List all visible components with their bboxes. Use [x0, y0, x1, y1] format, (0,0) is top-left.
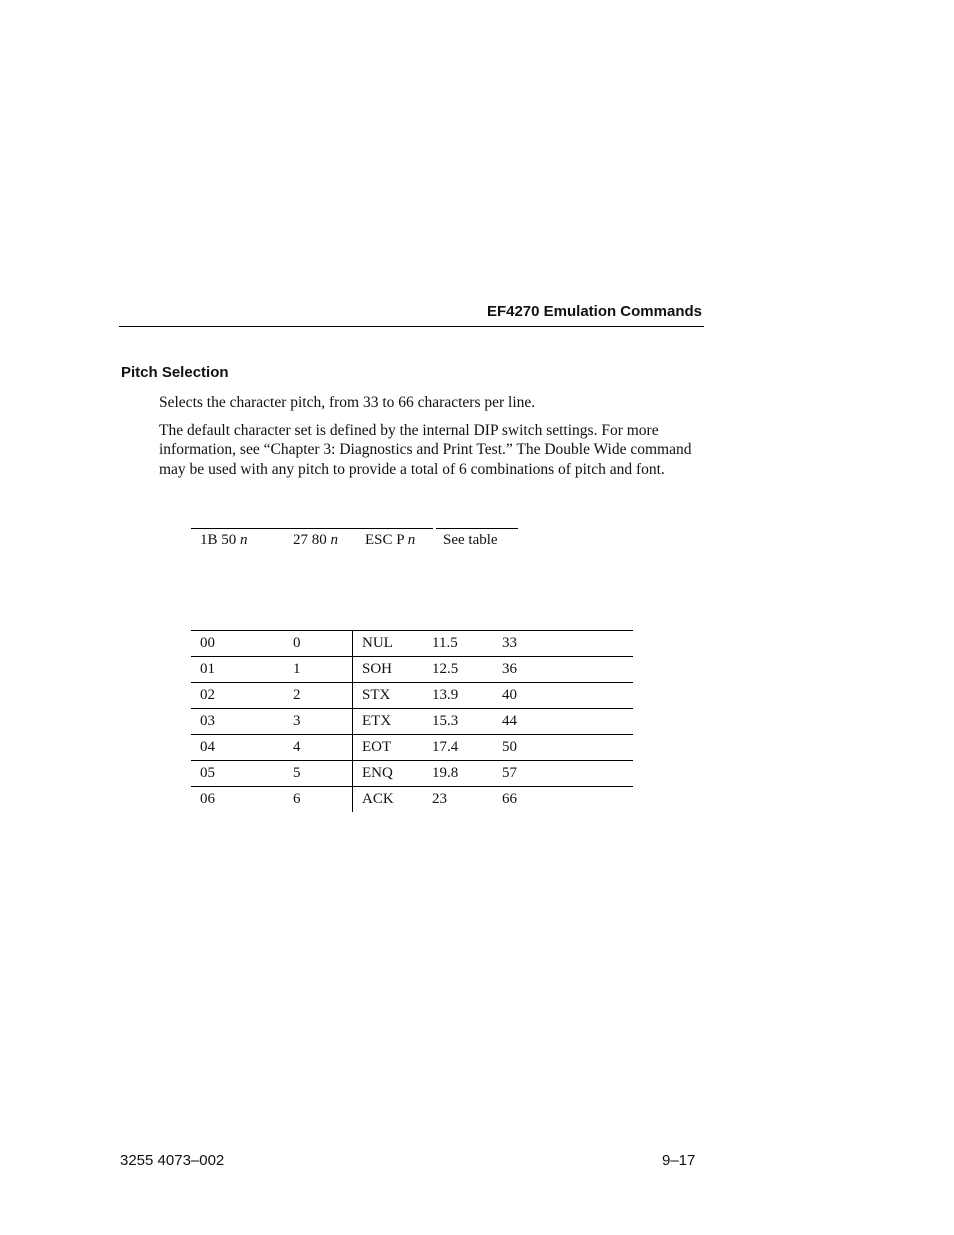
- cell-ascii: EOT: [353, 735, 424, 761]
- cell-cpi: 19.8: [423, 761, 493, 787]
- table-row: [191, 631, 633, 657]
- cell-hex: 02: [191, 683, 284, 709]
- command-hex-param: n: [240, 532, 248, 548]
- cell-hex: 04: [191, 735, 284, 761]
- table-row: [191, 761, 633, 787]
- footer-page-number: 9–17: [662, 1152, 696, 1169]
- cell-cpi: 17.4: [423, 735, 493, 761]
- cell-ascii: ETX: [353, 709, 424, 735]
- table-row: [191, 709, 633, 735]
- command-hex: [200, 532, 248, 549]
- table-row: [191, 787, 633, 813]
- cell-cpi: 11.5: [423, 631, 493, 657]
- cell-dec: 2: [284, 683, 353, 709]
- section-title: Pitch Selection: [121, 364, 229, 381]
- cell-dec: 3: [284, 709, 353, 735]
- table-row: [191, 683, 633, 709]
- cell-cpl: 36: [493, 657, 633, 683]
- command-ascii-param: n: [407, 532, 416, 548]
- cell-ascii: SOH: [353, 657, 424, 683]
- cell-cpl: 66: [493, 787, 633, 813]
- cell-dec: 5: [284, 761, 353, 787]
- command-decimal-code: 27 80: [293, 532, 327, 548]
- cell-ascii: ENQ: [353, 761, 424, 787]
- cell-cpl: 44: [493, 709, 633, 735]
- table-row: [191, 657, 633, 683]
- cell-cpl: 40: [493, 683, 633, 709]
- cell-hex: 03: [191, 709, 284, 735]
- header-rule: [119, 326, 704, 327]
- command-rule-right: [436, 528, 518, 529]
- cell-ascii: STX: [353, 683, 424, 709]
- cell-hex: 06: [191, 787, 284, 813]
- command-rule-left: [191, 528, 433, 529]
- cell-ascii: NUL: [353, 631, 424, 657]
- cell-hex: 05: [191, 761, 284, 787]
- command-hex-code: 1B 50: [200, 532, 237, 548]
- command-ascii-code: ESC P: [365, 532, 405, 548]
- command-range: See table: [443, 532, 498, 548]
- command-decimal-param: n: [330, 532, 338, 548]
- cell-cpi: 12.5: [423, 657, 493, 683]
- cell-cpi: 15.3: [423, 709, 493, 735]
- running-header: EF4270 Emulation Commands: [486, 303, 702, 320]
- cell-cpl: 50: [493, 735, 633, 761]
- cell-hex: 00: [191, 631, 284, 657]
- cell-cpl: 33: [493, 631, 633, 657]
- cell-ascii: ACK: [353, 787, 424, 813]
- footer-doc-number: 3255 4073–002: [120, 1152, 225, 1169]
- cell-cpi: 23: [423, 787, 493, 813]
- cell-cpl: 57: [493, 761, 633, 787]
- cell-hex: 01: [191, 657, 284, 683]
- command-ascii: [365, 532, 415, 549]
- paragraph-default-charset: The default character set is defined by the internal DIP switch settings. For more information, see “Chapter 3: Diagnostics and Print Test.” The Double Wide command may be used with any pitch to provide a total of 6 combinations of pitch and font.: [159, 422, 692, 478]
- cell-dec: 1: [284, 657, 353, 683]
- cell-dec: 0: [284, 631, 353, 657]
- pitch-table: [191, 630, 633, 812]
- cell-dec: 6: [284, 787, 353, 813]
- table-row: [191, 735, 633, 761]
- cell-cpi: 13.9: [423, 683, 493, 709]
- cell-dec: 4: [284, 735, 353, 761]
- paragraph-description: Selects the character pitch, from 33 to 66 characters per line.: [159, 394, 536, 411]
- command-decimal: [293, 532, 338, 549]
